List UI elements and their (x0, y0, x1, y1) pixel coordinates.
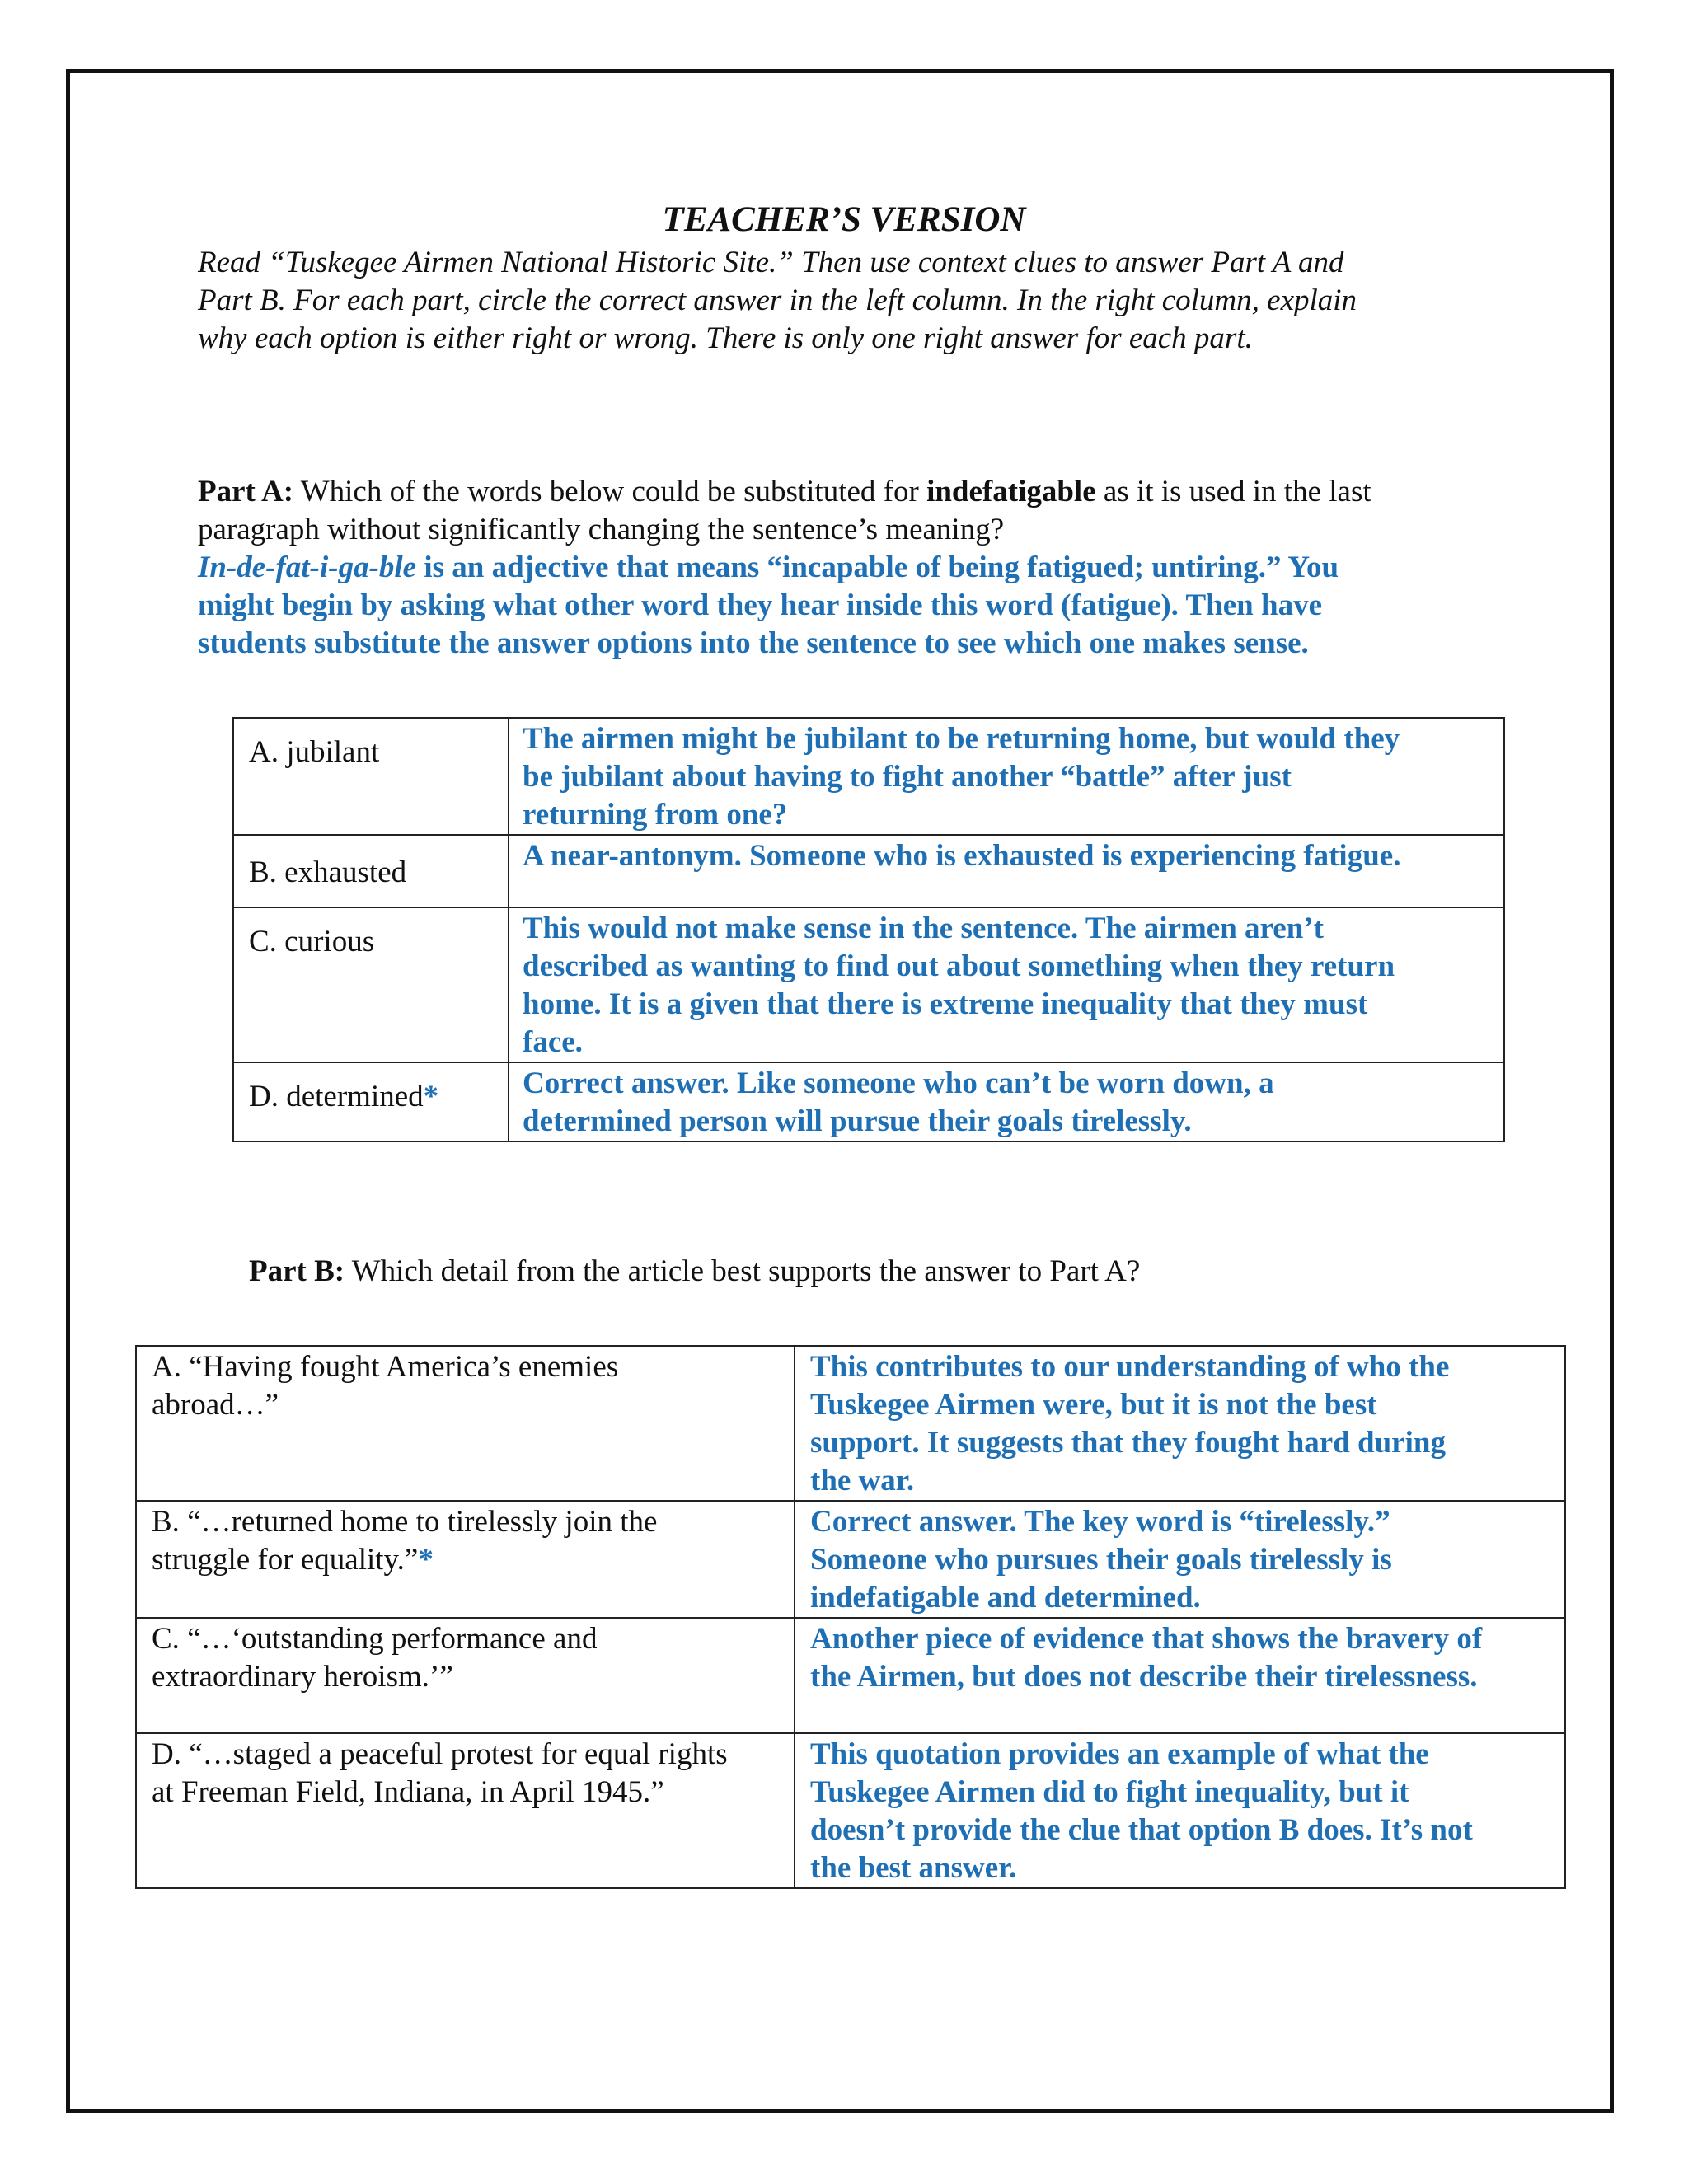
option-line: A. “Having fought America’s enemies (152, 1350, 619, 1384)
page-title: TEACHER’S VERSION (662, 200, 1026, 239)
explanation-line: A near-antonym. Someone who is exhausted is experiencing fatigue. (523, 839, 1401, 873)
explanation-line: Tuskegee Airmen did to fight inequality, but it (810, 1775, 1409, 1809)
part-a-label: Part A: (198, 475, 294, 509)
table-row (136, 1501, 1565, 1618)
part-a-question (198, 473, 1500, 549)
explanation-line: face. (523, 1025, 583, 1059)
instructions-line: Part B. For each part, circle the correct answer in the left column. In the right column, explain (198, 284, 1357, 317)
option-cell[interactable] (233, 835, 509, 907)
explanation-line: Correct answer. The key word is “tirelessly.” (810, 1505, 1390, 1539)
instructions-line: why each option is either right or wrong. There is only one right answer for each part. (198, 321, 1253, 355)
explanation-cell (509, 907, 1504, 1062)
option-line: at Freeman Field, Indiana, in April 1945.” (152, 1775, 664, 1809)
table-row (233, 835, 1504, 907)
option-cell[interactable] (136, 1618, 795, 1733)
explanation-line: The airmen might be jubilant to be returning home, but would they (523, 722, 1400, 756)
explanation-line: the Airmen, but does not describe their tirelessness. (810, 1660, 1478, 1694)
correct-star: * (423, 1080, 439, 1113)
explanation-line: Someone who pursues their goals tirelessly is (810, 1543, 1392, 1577)
table-row (136, 1346, 1565, 1501)
part-a-question-text: Which of the words below could be substituted for (293, 475, 927, 509)
option-label: B. exhausted (249, 855, 407, 889)
option-line: B. “…returned home to tirelessly join the (152, 1505, 658, 1539)
correct-star: * (418, 1543, 434, 1577)
part-a-keyword: indefatigable (926, 475, 1096, 509)
table-row (233, 907, 1504, 1062)
table-row (136, 1618, 1565, 1733)
option-cell[interactable] (233, 1062, 509, 1141)
part-b-question (249, 1253, 1140, 1291)
explanation-line: This would not make sense in the sentence. The airmen aren’t (523, 912, 1324, 945)
explanation-cell (509, 835, 1504, 907)
part-a-note-text: is an adjective that means “incapable of being fatigued; untiring.” You (416, 551, 1339, 584)
explanation-line: the war. (810, 1464, 915, 1497)
explanation-line: Correct answer. Like someone who can’t be worn down, a (523, 1066, 1274, 1100)
explanation-line: indefatigable and determined. (810, 1581, 1201, 1615)
explanation-cell (795, 1733, 1565, 1888)
option-label: A. jubilant (249, 735, 380, 769)
explanation-line: described as wanting to find out about something when they return (523, 949, 1395, 983)
option-label: C. curious (249, 925, 375, 958)
option-cell[interactable] (233, 718, 509, 835)
option-line: D. “…staged a peaceful protest for equal rights (152, 1737, 728, 1771)
explanation-line: returning from one? (523, 798, 788, 832)
explanation-cell (795, 1618, 1565, 1733)
part-a-note-line: students substitute the answer options into the sentence to see which one makes sense. (198, 626, 1309, 660)
explanation-line: This quotation provides an example of what the (810, 1737, 1429, 1771)
part-a-question-text: as it is used in the last (1095, 475, 1372, 509)
part-a-table (232, 717, 1505, 1142)
table-row (233, 1062, 1504, 1141)
table-row (233, 718, 1504, 835)
option-label: D. determined (249, 1080, 424, 1113)
instructions (198, 244, 1484, 358)
explanation-cell (509, 1062, 1504, 1141)
explanation-line: be jubilant about having to fight another “battle” after just (523, 760, 1292, 794)
part-a-note-line: might begin by asking what other word they hear inside this word (fatigue). Then have (198, 588, 1322, 622)
explanation-line: Tuskegee Airmen were, but it is not the best (810, 1388, 1377, 1422)
option-cell[interactable] (136, 1346, 795, 1501)
explanation-line: the best answer. (810, 1851, 1017, 1885)
explanation-cell (795, 1501, 1565, 1618)
option-line: abroad…” (152, 1388, 279, 1422)
instructions-line: Read “Tuskegee Airmen National Historic Site.” Then use context clues to answer Part A and (198, 246, 1344, 279)
explanation-line: This contributes to our understanding of who the (810, 1350, 1450, 1384)
part-b-table (135, 1345, 1566, 1889)
option-line: extraordinary heroism.’” (152, 1660, 453, 1694)
part-a-teacher-note (198, 549, 1500, 663)
option-cell[interactable] (233, 907, 509, 1062)
option-cell[interactable] (136, 1501, 795, 1618)
explanation-line: doesn’t provide the clue that option B does. It’s not (810, 1813, 1473, 1847)
part-b-question-text: Which detail from the article best supports the answer to Part A? (345, 1254, 1141, 1288)
explanation-line: support. It suggests that they fought hard during (810, 1426, 1446, 1460)
explanation-line: Another piece of evidence that shows the bravery of (810, 1622, 1483, 1656)
option-cell[interactable] (136, 1733, 795, 1888)
explanation-line: home. It is a given that there is extreme inequality that they must (523, 987, 1368, 1021)
explanation-cell (509, 718, 1504, 835)
part-a-question-line: paragraph without significantly changing the sentence’s meaning? (198, 513, 1005, 546)
option-line: C. “…‘outstanding performance and (152, 1622, 598, 1656)
table-row (136, 1733, 1565, 1888)
option-line: struggle for equality.” (152, 1543, 419, 1577)
part-a-note-term: In-de-fat-i-ga-ble (198, 551, 417, 584)
part-b-label: Part B: (249, 1254, 345, 1288)
explanation-cell (795, 1346, 1565, 1501)
explanation-line: determined person will pursue their goals tirelessly. (523, 1104, 1192, 1138)
